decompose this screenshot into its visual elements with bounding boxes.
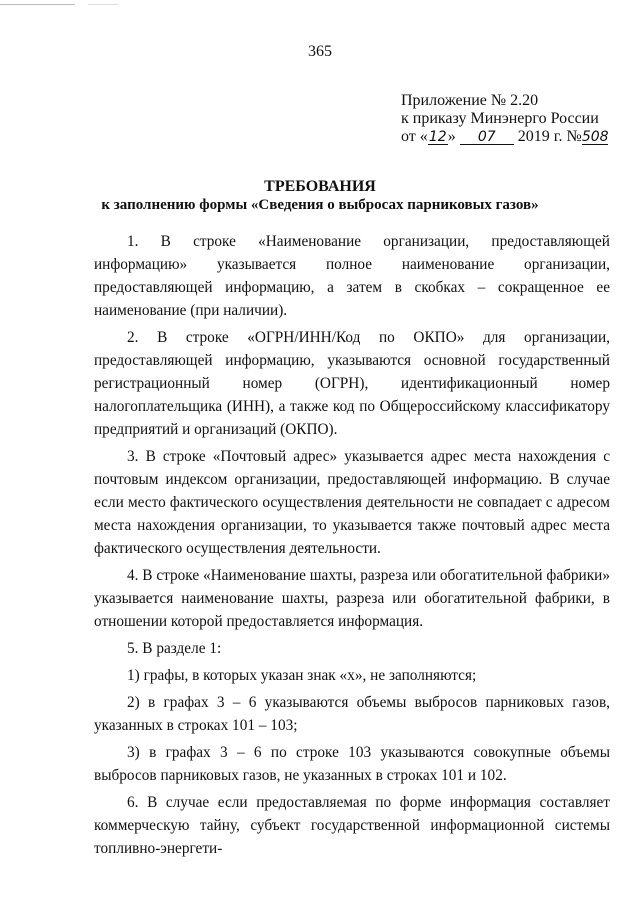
handwritten-order-number: 508	[581, 129, 609, 145]
paragraph-1: 1. В строке «Наименование организации, предоставляющей информацию» указывается полное наименование организации, предоставляющей информацию, а затем в скобках – сокращенное ее наименование (при наличии).	[94, 233, 610, 319]
paragraph-6: 6. В случае если предоставляемая по форме информация составляет коммерческую тайну, субъект государственной информационной системы топливно-энергети-	[94, 794, 610, 857]
paragraph-5-item-1: 1) графы, в которых указан знак «х», не заполняются;	[127, 667, 477, 684]
date-day-close: »	[447, 128, 456, 145]
appendix-line-2: к приказу Минэнерго России	[401, 110, 599, 127]
paragraph-5-item-2: 2) в графах 3 – 6 указываются объемы выбросов парниковых газов, указанных в строках 101 – 103;	[94, 694, 610, 734]
document-body	[94, 230, 610, 860]
date-prefix: от «	[401, 128, 428, 145]
appendix-block	[401, 92, 608, 146]
appendix-line-1: Приложение № 2.20	[401, 92, 539, 109]
paragraph-2: 2. В строке «ОГРН/ИНН/Код по ОКПО» для организации, предоставляющей информацию, указываются основной государственный регистрационный номер (ОГРН), идентификационный номер налогоплательщика (ИНН), а также код по Общероссийскому классификатору предприятий и организаций (ОКПО).	[94, 329, 610, 438]
paragraph-5: 5. В разделе 1:	[127, 640, 222, 657]
appendix-date-line	[401, 128, 608, 146]
paragraph-4: 4. В строке «Наименование шахты, разреза или обогатительной фабрики» указывается наименование шахты, разреза или обогатительной фабрики, в отношении которой предоставляется информация.	[94, 567, 610, 630]
handwritten-day: 12	[428, 129, 447, 145]
page-number: 365	[308, 43, 332, 60]
date-year-text: 2019 г. №	[517, 128, 582, 145]
handwritten-month: 07	[460, 130, 514, 145]
document-subtitle: к заполнению формы «Сведения о выбросах парниковых газов»	[101, 197, 539, 213]
scan-top-line	[0, 4, 75, 5]
paragraph-3: 3. В строке «Почтовый адрес» указывается адрес места нахождения с почтовым индексом организации, предоставляющей информацию. В случае если место фактического осуществления деятельности не совпадает с адресом места нахождения организации, то указывается также почтовый адрес места фактического осуществления деятельности.	[94, 448, 610, 557]
document-title: ТРЕБОВАНИЯ	[264, 178, 376, 195]
paragraph-5-item-3: 3) в графах 3 – 6 по строке 103 указываются совокупные объемы выбросов парниковых газов, не указанных в строках 101 и 102.	[94, 744, 610, 784]
scan-top-line-faint	[88, 4, 118, 5]
